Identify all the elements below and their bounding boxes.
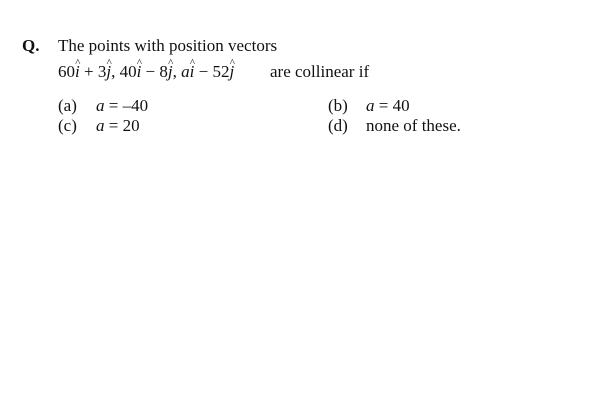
unit-j-3: ^ j <box>229 59 234 85</box>
vector-1-sep: + 3 <box>79 62 107 81</box>
question-marker: Q. <box>22 36 40 55</box>
vector-2-end: , <box>172 62 177 81</box>
vector-3-coef: a <box>176 62 190 81</box>
vector-2-sep: − 8 <box>141 62 168 81</box>
option-b[interactable] <box>328 96 410 116</box>
option-d-label: (d) <box>328 116 348 135</box>
option-a-text: a = –40 <box>96 96 149 115</box>
question-text: The points with position vectors <box>58 36 278 55</box>
option-c[interactable] <box>58 116 140 136</box>
vector-1-end: , <box>111 62 116 81</box>
option-d[interactable] <box>328 116 461 136</box>
question-condition: are collinear if <box>270 62 370 81</box>
unit-j-2: ^ j <box>168 59 173 85</box>
question-vectors-line <box>22 59 582 85</box>
option-a[interactable] <box>58 96 148 116</box>
vector-3-sep: − 52 <box>194 62 230 81</box>
vector-1-coef: 60 <box>58 62 75 81</box>
option-c-text: a = 20 <box>96 116 140 135</box>
unit-i-1: ^ i <box>75 59 80 85</box>
vector-2-coef: 40 <box>115 62 137 81</box>
option-a-label: (a) <box>58 96 77 115</box>
position-vectors <box>58 59 234 85</box>
unit-i-2: ^ i <box>137 59 142 85</box>
unit-i-3: ^ i <box>190 59 195 85</box>
question-block <box>22 35 582 85</box>
unit-j-1: ^ j <box>106 59 111 85</box>
option-b-text: a = 40 <box>366 96 410 115</box>
option-b-label: (b) <box>328 96 348 115</box>
option-c-label: (c) <box>58 116 77 135</box>
option-d-text: none of these. <box>366 116 461 135</box>
